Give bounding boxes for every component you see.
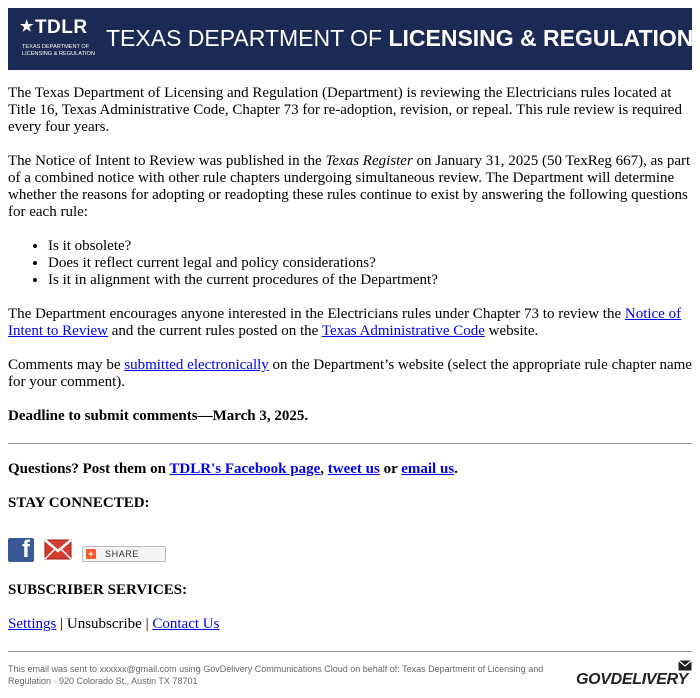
- facebook-page-link[interactable]: TDLR's Facebook page: [169, 461, 321, 477]
- email-icon[interactable]: [44, 537, 72, 561]
- email-us-link[interactable]: email us: [401, 461, 455, 477]
- facebook-icon[interactable]: f: [8, 538, 34, 562]
- texas-star-icon: ★: [20, 18, 34, 35]
- tweet-us-link[interactable]: tweet us: [327, 461, 380, 477]
- contact-us-link[interactable]: Contact Us: [152, 616, 220, 632]
- subscriber-section: [8, 582, 692, 633]
- footer-text: This email was sent to xxxxxx@gmail.com using GovDelivery Communications Cloud on behalf of: Texas Department of Licensing and Regulation · 920 Colorado St., Austin TX 78701: [8, 664, 544, 686]
- notice-paragraph: The Notice of Intent to Review was published in the Texas Register on January 31, 2025 (50 TexReg 667), as part of a combined notice with other rule chapters undergoing simultaneous review. The Department will determine whether the reasons for adopting or readopting these rules continue to exist by answering the following questions for each rule:: [8, 153, 691, 220]
- logo-wordmark: ★TDLR: [20, 17, 88, 38]
- page-title: [106, 25, 693, 52]
- title-light: TEXAS DEPARTMENT OF: [106, 25, 383, 51]
- review-paragraph: The Department encourages anyone interested in the Electricians rules under Chapter 73 to review the Notice of Intent to Review and the current rules posted on the Texas Administrative Code website.: [8, 306, 682, 339]
- unsubscribe-text: Unsubscribe: [66, 616, 142, 632]
- texas-administrative-code-link[interactable]: Texas Administrative Code: [321, 323, 485, 339]
- envelope-icon: [678, 660, 692, 671]
- govdelivery-logo[interactable]: [574, 660, 692, 692]
- deadline-text: Deadline to submit comments—March 3, 2025.: [8, 408, 309, 424]
- subscriber-services-heading: SUBSCRIBER SERVICES:: [8, 582, 188, 598]
- divider: [8, 443, 692, 444]
- notice-of-intent-link[interactable]: Notice of Intent to Review: [8, 306, 682, 339]
- title-bold: LICENSING & REGULATION: [388, 25, 694, 51]
- logo-subtext: TEXAS DEPARTMENT OF LICENSING & REGULATION: [22, 44, 95, 57]
- govdelivery-wordmark: GOVDELIVERY: [576, 671, 688, 688]
- questions-line: Questions? Post them on TDLR's Facebook page, tweet us or email us.: [8, 461, 458, 477]
- list-item: • Is it in alignment with the current procedures of the Department?: [48, 272, 692, 289]
- settings-link[interactable]: Settings: [8, 616, 57, 632]
- submit-electronically-link[interactable]: submitted electronically: [124, 357, 269, 373]
- share-label: SHARE: [105, 549, 140, 559]
- subscriber-links: Settings | Unsubscribe | Contact Us: [8, 616, 220, 632]
- email-body: [8, 85, 692, 529]
- plus-icon: +: [86, 549, 96, 559]
- list-item: • Is it obsolete?: [48, 238, 692, 255]
- tdlr-logo[interactable]: [20, 17, 95, 63]
- footer-divider: [8, 651, 692, 652]
- stay-connected-heading: STAY CONNECTED:: [8, 495, 150, 511]
- list-item: • Does it reflect current legal and policy considerations?: [48, 255, 692, 272]
- footer: [8, 651, 692, 688]
- questions-list: [8, 238, 692, 289]
- intro-paragraph: The Texas Department of Licensing and Regulation (Department) is reviewing the Electricians rules located at Title 16, Texas Administrative Code, Chapter 73 for re-adoption, revision, or repeal. This rule review is required every four years.: [8, 85, 682, 135]
- comments-paragraph: Comments may be submitted electronically on the Department’s website (select the appropriate rule chapter name for your comment).: [8, 357, 692, 390]
- header-banner: [8, 8, 692, 70]
- share-button[interactable]: [82, 546, 166, 562]
